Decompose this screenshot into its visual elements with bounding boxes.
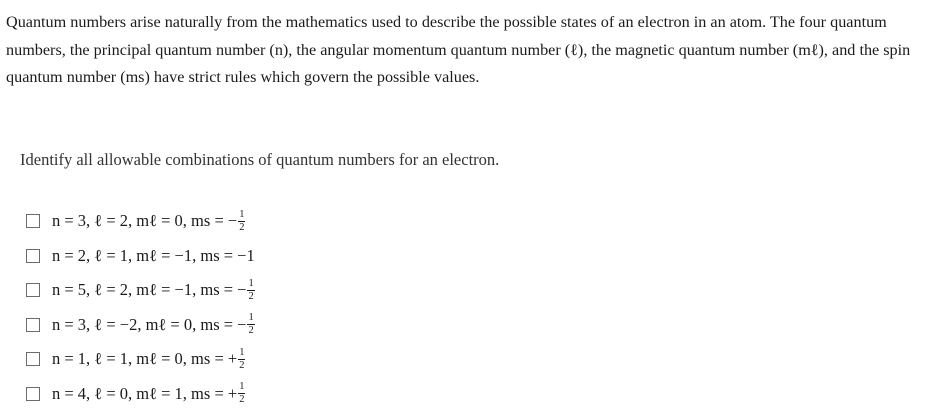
fraction-denominator: 2 — [248, 325, 254, 337]
option-expression: n = 3, ℓ = 2, mℓ = 0, ms = − — [52, 211, 238, 231]
fraction — [238, 210, 245, 233]
answer-option-5[interactable] — [26, 342, 255, 377]
option-label — [52, 382, 245, 405]
fraction — [238, 348, 245, 371]
checkbox[interactable] — [26, 387, 40, 401]
option-expression: n = 3, ℓ = −2, mℓ = 0, ms = − — [52, 314, 247, 334]
fraction-denominator: 2 — [239, 221, 245, 233]
fraction — [238, 382, 245, 405]
option-expression: n = 5, ℓ = 2, mℓ = −1, ms = − — [52, 280, 247, 300]
option-expression: n = 1, ℓ = 1, mℓ = 0, ms = + — [52, 349, 238, 369]
answer-option-4[interactable] — [26, 308, 255, 343]
checkbox[interactable] — [26, 318, 40, 332]
fraction-numerator: 1 — [239, 381, 245, 393]
fraction-numerator: 1 — [248, 277, 254, 289]
fraction-numerator: 1 — [239, 208, 245, 220]
fraction-denominator: 2 — [239, 394, 245, 406]
option-expression: n = 4, ℓ = 0, mℓ = 1, ms = + — [52, 383, 238, 403]
checkbox[interactable] — [26, 249, 40, 263]
fraction — [247, 279, 254, 302]
answer-option-1[interactable] — [26, 204, 255, 239]
fraction-denominator: 2 — [248, 290, 254, 302]
option-label — [52, 246, 255, 266]
checkbox[interactable] — [26, 283, 40, 297]
question-prompt: Identify all allowable combinations of quantum numbers for an electron. — [20, 150, 500, 169]
fraction-denominator: 2 — [239, 359, 245, 371]
answer-option-2[interactable] — [26, 239, 255, 274]
answer-option-6[interactable] — [26, 377, 255, 412]
option-expression: n = 2, ℓ = 1, mℓ = −1, ms = −1 — [52, 245, 255, 265]
option-label — [52, 210, 245, 233]
option-label — [52, 348, 245, 371]
option-label — [52, 279, 255, 302]
checkbox[interactable] — [26, 214, 40, 228]
answer-options-list — [26, 204, 255, 411]
answer-option-3[interactable] — [26, 273, 255, 308]
fraction — [247, 313, 254, 336]
intro-paragraph: Quantum numbers arise naturally from the mathematics used to describe the possible states of an electron in an atom. The four quantum numbers, the principal quantum number (n), the angular momentum quantum number (ℓ), the magnetic quantum number (mℓ), and the spin quantum number (ms) have strict rules which govern the possible values. — [6, 13, 911, 86]
option-label — [52, 313, 255, 336]
fraction-numerator: 1 — [239, 346, 245, 358]
checkbox[interactable] — [26, 352, 40, 366]
fraction-numerator: 1 — [248, 312, 254, 324]
